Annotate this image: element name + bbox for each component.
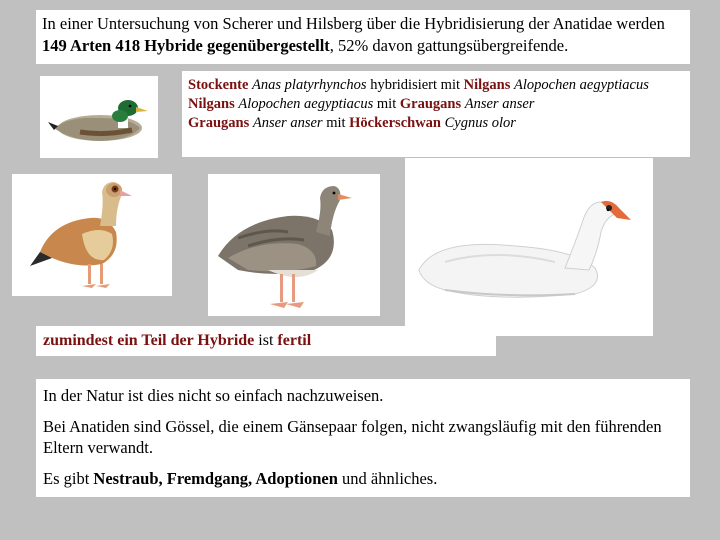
mallard-image [40, 76, 158, 158]
hybrid-line-1 [188, 76, 684, 95]
species-latin-b: Anser anser [464, 96, 535, 112]
nature-p3-highlight: Nestraub, Fremdgang, Adoptionen [93, 469, 338, 488]
species-common-a: Graugans [188, 115, 250, 131]
hybrid-verb: hybridisiert mit [370, 77, 460, 93]
species-latin-a: Alopochen aegyptiacus [238, 96, 374, 112]
nature-paragraph-2: Bei Anatiden sind Gössel, die einem Gänsepaar folgen, nicht zwangsläufig mit den führenden Eltern verwandt. [43, 417, 662, 457]
nature-paragraph-1: In der Natur ist dies nicht so einfach nachzuweisen. [43, 386, 384, 405]
species-latin-a: Anas platyrhynchos [252, 77, 367, 93]
intro-part-1: In einer Untersuchung von Scherer und Hilsberg über die Hybridisierung der Anatidae werden [42, 14, 665, 33]
nature-p3-start: Es gibt [43, 469, 94, 488]
species-latin-b: Cygnus olor [444, 115, 516, 131]
hybrid-line-3 [188, 114, 684, 133]
species-common-b: Nilgans [463, 77, 511, 93]
hybrid-list [182, 71, 690, 157]
greylag-goose-image [208, 174, 380, 316]
species-latin-b: Alopochen aegyptiacus [514, 77, 649, 93]
nature-text [36, 379, 690, 497]
mute-swan-illustration [405, 158, 653, 336]
species-common-b: Graugans [399, 96, 462, 112]
fertile-part-2: ist [258, 332, 274, 349]
mute-swan-image [405, 158, 653, 336]
species-latin-a: Anser anser [252, 115, 323, 131]
intro-part-2: , 52% davon gattungsübergreifende. [329, 36, 569, 55]
hybrid-verb: mit [326, 115, 346, 131]
hybrid-line-2 [188, 95, 684, 114]
species-common-a: Nilgans [188, 96, 235, 112]
greylag-goose-illustration [208, 174, 380, 316]
nature-paragraph-3 [43, 468, 683, 489]
egyptian-goose-illustration [12, 174, 172, 296]
fertile-part-1: zumindest ein Teil der Hybride [43, 332, 255, 349]
hybrid-verb: mit [376, 96, 397, 112]
species-common-b: Höckerschwan [349, 115, 441, 131]
intro-text [36, 10, 690, 64]
nature-p3-end: und ähnliches. [337, 469, 438, 488]
egyptian-goose-image [12, 174, 172, 296]
mallard-illustration [40, 76, 158, 158]
species-common-a: Stockente [188, 77, 249, 93]
intro-highlight: 149 Arten 418 Hybride gegenübergestellt [42, 36, 330, 55]
fertile-statement [36, 326, 496, 356]
fertile-part-3: fertil [277, 332, 312, 349]
